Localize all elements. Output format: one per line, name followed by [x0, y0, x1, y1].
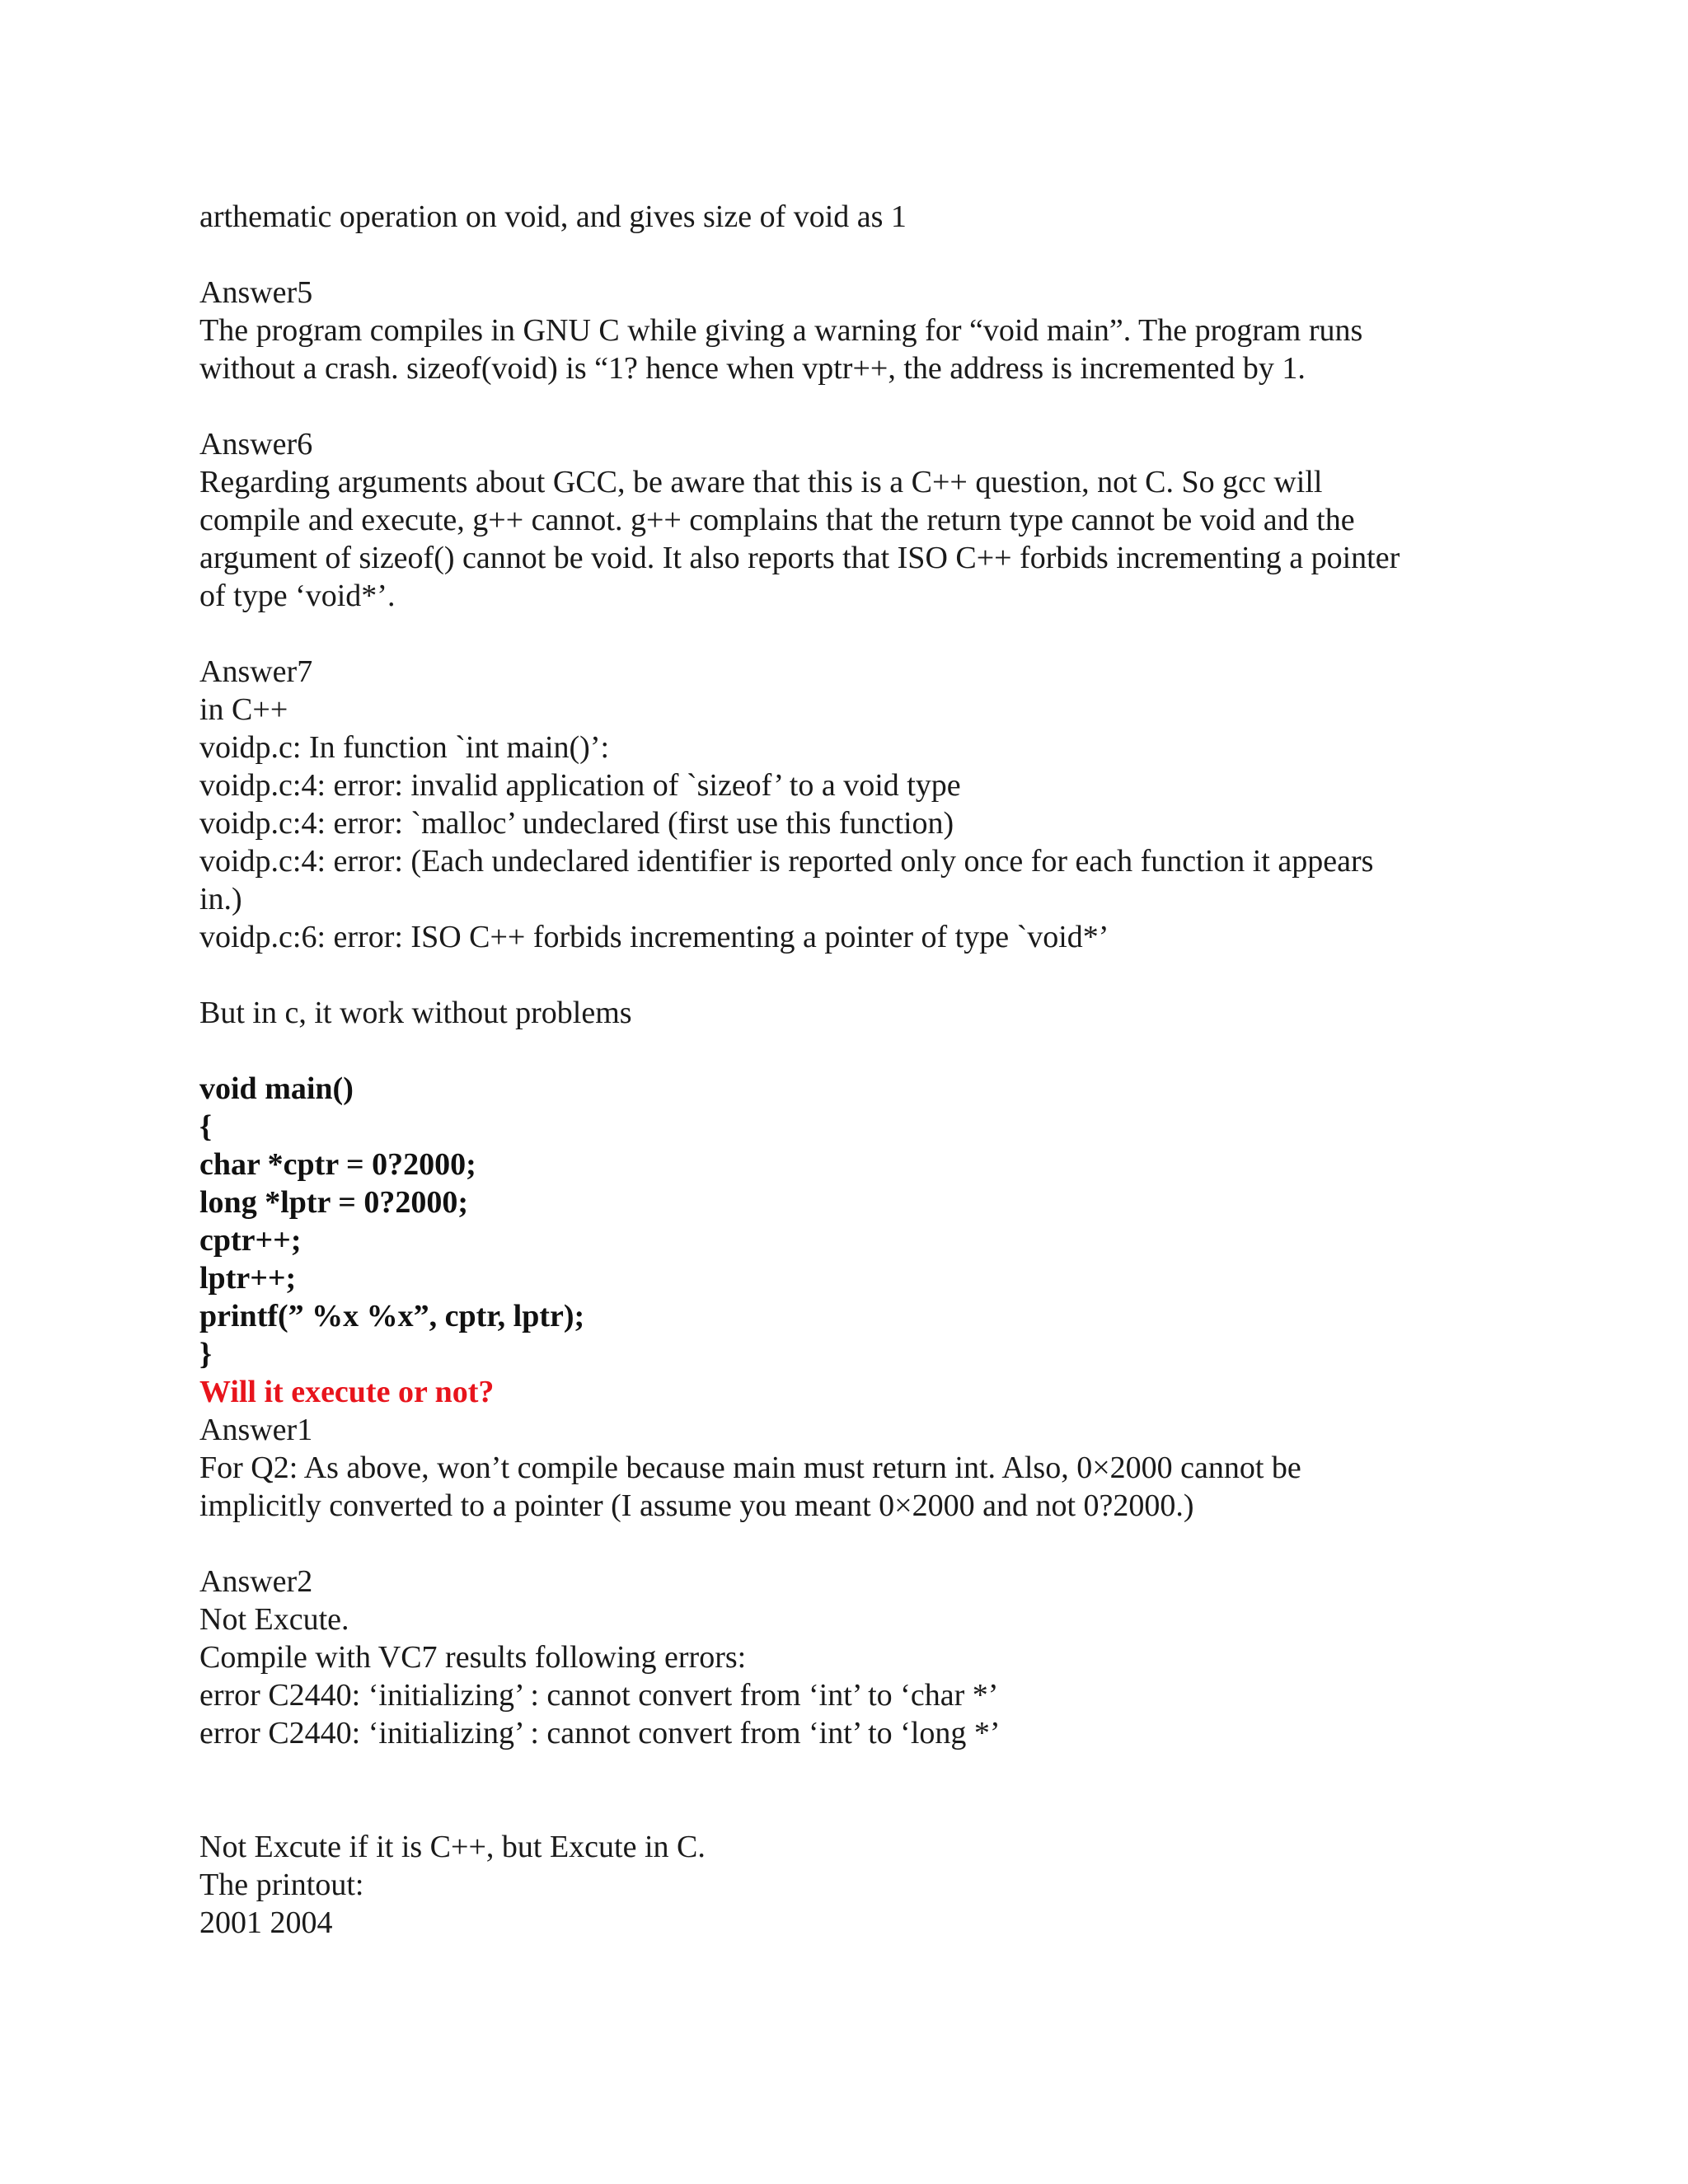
code-line-5: cptr++; — [199, 1223, 302, 1258]
answer7-line-7: voidp.c:6: error: ISO C++ forbids incrementing a pointer of type `void*’ — [199, 920, 1109, 954]
question-heading: Will it execute or not? — [199, 1375, 495, 1409]
code-line-1: void main() — [199, 1071, 354, 1106]
answer7-footer: But in c, it work without problems — [199, 996, 632, 1030]
answer7-line-5: voidp.c:4: error: (Each undeclared identifier is reported only once for each function it appears — [199, 844, 1374, 879]
answer7-line-6: in.) — [199, 882, 242, 916]
answer7-line-3: voidp.c:4: error: invalid application of `sizeof’ to a void type — [199, 768, 961, 803]
code-line-2: { — [199, 1109, 212, 1144]
spacer — [199, 615, 1502, 653]
spacer — [199, 236, 1502, 274]
spacer — [199, 1752, 1502, 1828]
answer6-heading: Answer6 — [199, 427, 313, 462]
q-answer2-line-1: Not Excute. — [199, 1602, 349, 1637]
document-content — [199, 198, 1502, 1942]
q-answer2-line-4: error C2440: ‘initializing’ : cannot convert from ‘int’ to ‘long *’ — [199, 1716, 1001, 1750]
q-answer2-closing-1: Not Excute if it is C++, but Excute in C. — [199, 1830, 706, 1864]
code-line-7: printf(” %x %x”, cptr, lptr); — [199, 1299, 585, 1333]
code-line-8: } — [199, 1337, 212, 1371]
answer7-heading: Answer7 — [199, 654, 313, 689]
intro-line: arthematic operation on void, and gives size of void as 1 — [199, 199, 907, 234]
q-answer2-line-3: error C2440: ‘initializing’ : cannot convert from ‘int’ to ‘char *’ — [199, 1678, 999, 1713]
q-answer2-heading: Answer2 — [199, 1564, 313, 1599]
q-answer1-line-2: implicitly converted to a pointer (I assume you meant 0×2000 and not 0?2000.) — [199, 1488, 1194, 1523]
answer5-line-1: The program compiles in GNU C while giving a warning for “void main”. The program runs — [199, 313, 1363, 348]
answer5-heading: Answer5 — [199, 275, 313, 310]
q-answer1-line-1: For Q2: As above, won’t compile because main must return int. Also, 0×2000 cannot be — [199, 1451, 1301, 1485]
answer7-line-1: in C++ — [199, 692, 288, 727]
answer5-line-2: without a crash. sizeof(void) is “1? hence when vptr++, the address is incremented by 1. — [199, 351, 1306, 386]
answer6-line-3: argument of sizeof() cannot be void. It also reports that ISO C++ forbids incrementing a pointer — [199, 541, 1400, 575]
answer6-line-1: Regarding arguments about GCC, be aware that this is a C++ question, not C. So gcc will — [199, 465, 1323, 499]
spacer — [199, 387, 1502, 425]
q-answer2-closing-3: 2001 2004 — [199, 1905, 333, 1940]
answer6-line-2: compile and execute, g++ cannot. g++ complains that the return type cannot be void and the — [199, 503, 1355, 537]
answer7-line-2: voidp.c: In function `int main()’: — [199, 730, 610, 765]
spacer — [199, 956, 1502, 994]
code-line-6: lptr++; — [199, 1261, 297, 1296]
spacer — [199, 1525, 1502, 1563]
q-answer1-heading: Answer1 — [199, 1413, 313, 1447]
code-line-3: char *cptr = 0?2000; — [199, 1147, 476, 1182]
spacer — [199, 1032, 1502, 1070]
q-answer2-line-2: Compile with VC7 results following errors: — [199, 1640, 747, 1675]
q-answer2-closing-2: The printout: — [199, 1868, 364, 1902]
code-line-4: long *lptr = 0?2000; — [199, 1185, 469, 1220]
answer7-line-4: voidp.c:4: error: `malloc’ undeclared (first use this function) — [199, 806, 954, 841]
answer6-line-4: of type ‘void*’. — [199, 579, 396, 613]
